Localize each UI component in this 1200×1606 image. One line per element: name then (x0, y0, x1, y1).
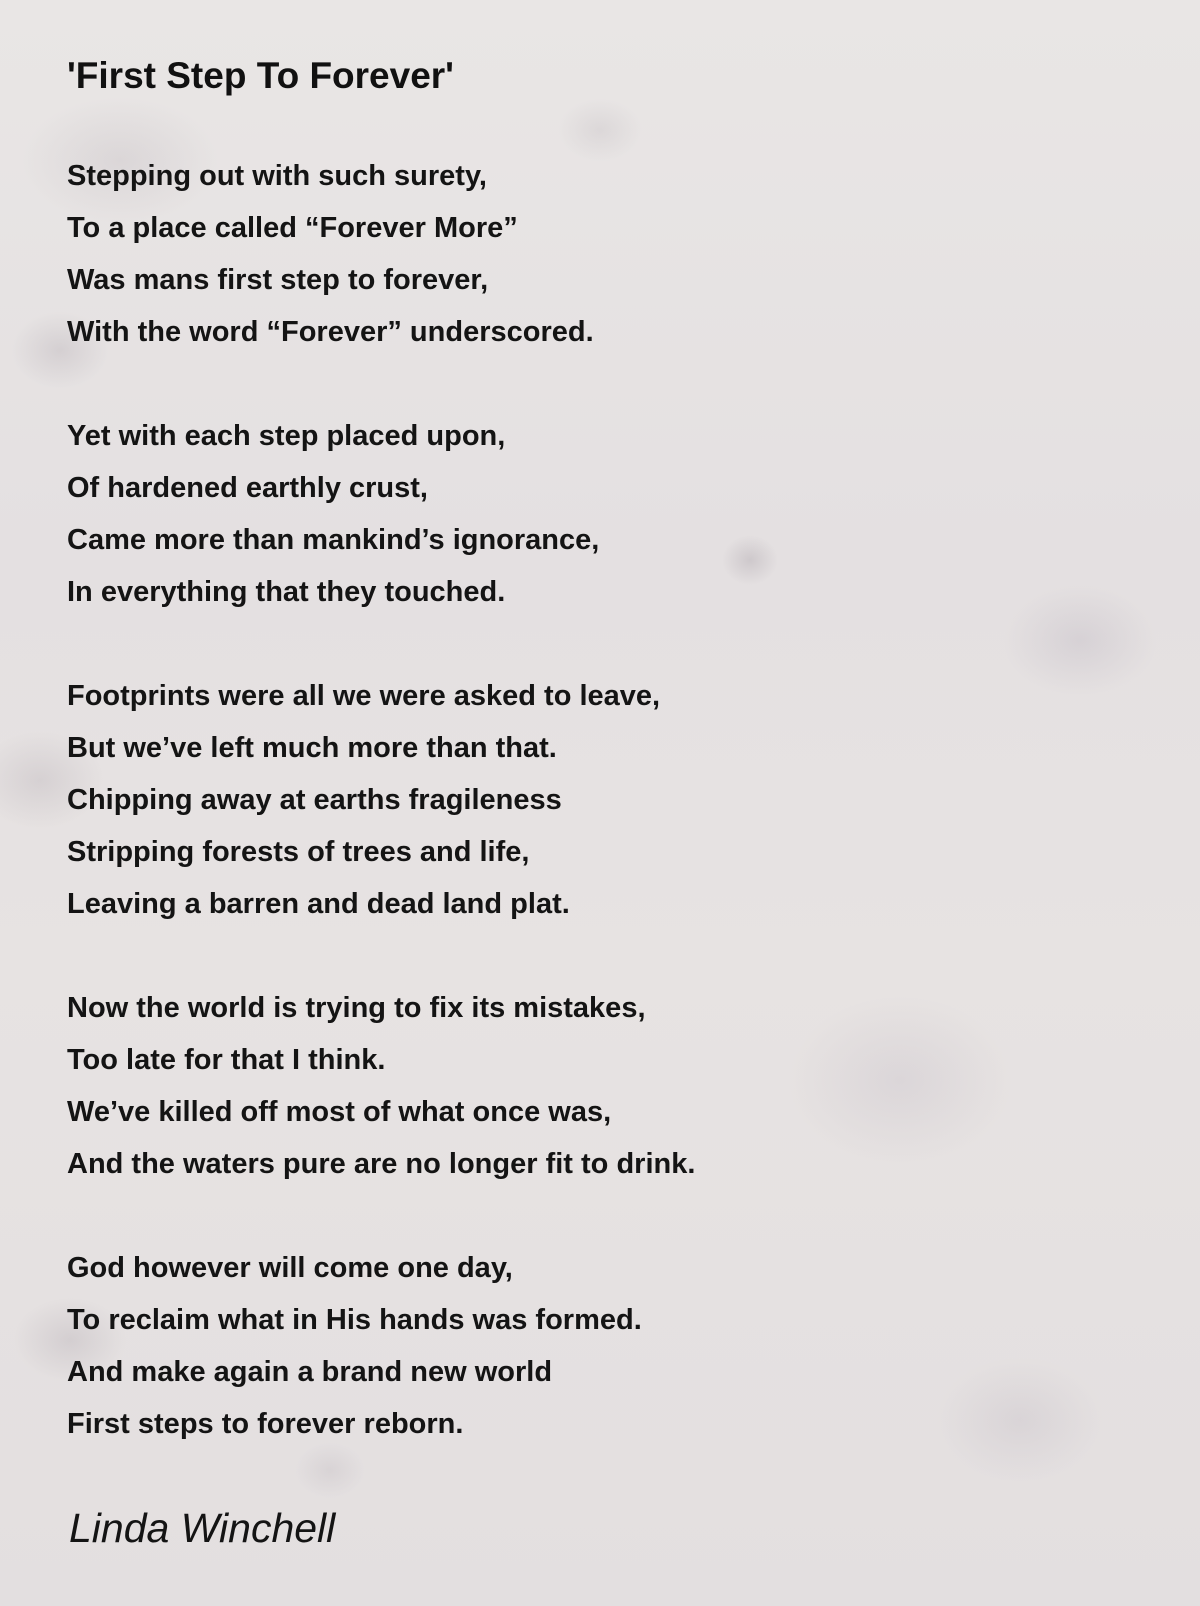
poem-line: Footprints were all we were asked to leave, (67, 680, 661, 712)
stanza-3 (67, 670, 1127, 930)
poem-line: Yet with each step placed upon, (67, 420, 506, 452)
poem-line: And the waters pure are no longer fit to drink. (67, 1148, 696, 1180)
stanza-5 (67, 1242, 1127, 1450)
poem-line: Chipping away at earths fragileness (67, 784, 562, 816)
poem-line: In everything that they touched. (67, 576, 506, 608)
stanza-1 (67, 150, 1127, 358)
poem-line: Of hardened earthly crust, (67, 472, 428, 504)
poem-author: Linda Winchell (69, 1505, 336, 1551)
poem-title: 'First Step To Forever' (67, 55, 454, 96)
poem-line: To reclaim what in His hands was formed. (67, 1304, 642, 1336)
poem-line: Leaving a barren and dead land plat. (67, 888, 570, 920)
stanza-4 (67, 982, 1127, 1190)
poem-line: Now the world is trying to fix its mistakes, (67, 992, 646, 1024)
poem-body (67, 150, 1127, 1502)
poem-line: Stepping out with such surety, (67, 160, 487, 192)
poem-line: But we’ve left much more than that. (67, 732, 557, 764)
poem-line: With the word “Forever” underscored. (67, 316, 594, 348)
poem-line: First steps to forever reborn. (67, 1408, 464, 1440)
poem-line: We’ve killed off most of what once was, (67, 1096, 612, 1128)
poem-line: To a place called “Forever More” (67, 212, 518, 244)
poem-line: Was mans first step to forever, (67, 264, 489, 296)
poem-line: God however will come one day, (67, 1252, 513, 1284)
stanza-2 (67, 410, 1127, 618)
poem-line: And make again a brand new world (67, 1356, 553, 1388)
poem-line: Too late for that I think. (67, 1044, 386, 1076)
poem-line: Came more than mankind’s ignorance, (67, 524, 600, 556)
poem-line: Stripping forests of trees and life, (67, 836, 530, 868)
